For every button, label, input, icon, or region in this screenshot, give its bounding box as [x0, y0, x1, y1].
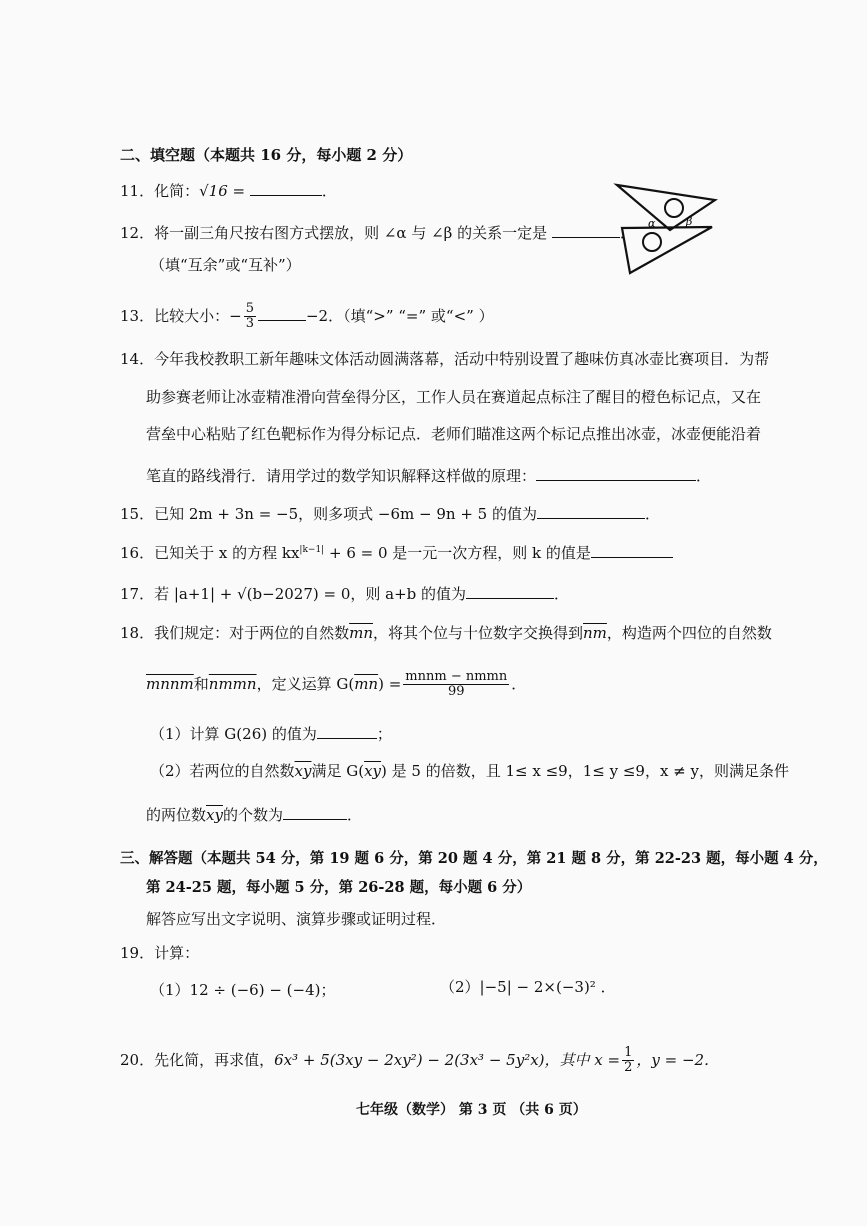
question-14-line-2: 助参赛老师让冰壶精准滑向营垒得分区，工作人员在赛道起点标注了醒目的橙色标记点，又在	[146, 388, 762, 406]
question-number: 16．	[120, 544, 155, 562]
question-19-part-1: （1）12 ÷ (−6) − (−4)；	[150, 981, 336, 999]
question-18-line-2: mnnm和nmmn，定义运算 $G(\overline{mn})$ = $\frac{\text{mnnm − nmmn}}{99}$ ．	[146, 669, 527, 700]
question-number: 19．	[120, 944, 155, 962]
question-18-part-2-end: 的两位数$\overline{xy}$的个数为 ．	[146, 806, 362, 824]
section-3-title: 三、解答题（本题共 54 分，第 19 题 6 分，第 20 题 4 分，第 21 题 8 分，第 22-23 题，每小题 4 分，	[120, 850, 828, 867]
fraction: $\frac{\text{mnnm − nmmn}}{99}$	[405, 669, 508, 700]
question-18-line-1: 18．我们规定：对于两位的自然数$\overline{mn}$，将其个位与十位数字交换得到$\overline{nm}$，构造两个四位的自然数	[120, 624, 772, 642]
answer-blank[interactable]	[466, 583, 554, 599]
question-number: 17．	[120, 585, 155, 603]
answer-blank[interactable]	[258, 305, 306, 321]
answer-blank[interactable]	[283, 804, 347, 820]
question-text: 计算：	[154, 944, 200, 962]
question-11: 11．化简：√16 = ．	[120, 182, 337, 200]
question-14-line-1: 14．今年我校教职工新年趣味文体活动圆满落幕，活动中特别设置了趣味仿真冰壶比赛项目．为帮	[120, 350, 770, 368]
question-text-after: −2．（填“>” “=” 或“<” ）	[305, 306, 494, 325]
question-20	[120, 1046, 719, 1076]
question-expression: 6x³ + 5(3xy − 2xy²) − 2(3x³ − 5y²x)，其中 x =	[274, 1050, 621, 1069]
question-text: 已知关于 x 的方程 kx	[154, 544, 300, 562]
answer-blank[interactable]	[250, 180, 322, 196]
upper-triangle-hole	[665, 199, 683, 217]
question-text: 将一副三角尺按右图方式摆放，则 ∠α 与 ∠β 的关系一定是	[154, 224, 548, 242]
answer-blank[interactable]	[317, 723, 377, 739]
fraction: $\frac{1}{2}$	[624, 1045, 633, 1076]
exponent: |k−1|	[299, 545, 325, 555]
answer-blank[interactable]	[536, 465, 696, 481]
answer-blank[interactable]	[591, 542, 673, 558]
question-number: 12．	[120, 224, 155, 242]
question-15: 15．已知 2m + 3n = −5，则多项式 −6m − 9n + 5 的值为 ．	[120, 505, 660, 523]
question-math: √16 =	[199, 182, 246, 200]
question-13: 13．比较大小：− $\frac{5}{3}$ −2．（填“>” “=” 或“<” ）	[120, 301, 494, 332]
question-19	[120, 946, 199, 961]
question-14-line-4: 笔直的路线滑行．请用学过的数学知识解释这样做的原理： ．	[146, 467, 712, 485]
question-18-part-1: （1）计算 G(26) 的值为 ；	[150, 725, 392, 743]
question-text-after: + 6 = 0 是一元一次方程，则 k 的值是	[324, 544, 591, 562]
question-number: 13．	[120, 306, 155, 325]
section-3-title-cont: 第 24-25 题，每小题 5 分，第 26-28 题，每小题 6 分）	[146, 879, 532, 896]
question-text: 若 |a+1| + √(b−2027) = 0，则 a+b 的值为	[154, 585, 467, 603]
question-19-part-2: （2）|−5| − 2×(−3)² ．	[440, 978, 616, 996]
question-text-after: ，y = −2．	[636, 1050, 720, 1069]
lower-triangle-hole	[643, 233, 661, 251]
question-18-part-2: （2）若两位的自然数$\overline{xy}$满足 $G(\overline{xy})$ 是 5 的倍数，且 1≤ x ≤9，1≤ y ≤9，x ≠ y，则满足条件	[150, 762, 789, 780]
answer-blank[interactable]	[537, 503, 645, 519]
alpha-label: α	[648, 217, 656, 230]
question-12: 12．将一副三角尺按右图方式摆放，则 ∠α 与 ∠β 的关系一定是 ．	[120, 224, 635, 242]
question-14-line-3: 营垒中心粘贴了红色靶标作为得分标记点．老师们瞄准这两个标记点推出冰壶，冰壶便能沿着	[146, 425, 762, 443]
section-3-instructions: 解答应写出文字说明、演算步骤或证明过程．	[146, 910, 447, 928]
question-number: 18．	[120, 624, 155, 642]
question-number: 14．	[120, 350, 155, 368]
question-number: 11．	[120, 182, 155, 200]
question-text: 已知 2m + 3n = −5，则多项式 −6m − 9n + 5 的值为	[154, 505, 537, 523]
page-footer: 七年级（数学） 第 3 页 （共 6 页）	[356, 1102, 587, 1118]
beta-label: β	[686, 215, 693, 228]
set-square-figure	[612, 180, 722, 275]
question-text: 化简：	[154, 182, 200, 200]
question-text: 比较大小：	[154, 306, 230, 325]
section-2-title: 二、填空题（本题共 16 分，每小题 2 分）	[120, 146, 413, 164]
question-number: 20．	[120, 1050, 155, 1069]
lower-triangle	[622, 227, 712, 273]
answer-blank[interactable]	[552, 222, 620, 238]
question-12-hint: （填“互余”或“互补”）	[150, 256, 301, 274]
question-16	[120, 542, 673, 561]
question-number: 15．	[120, 505, 155, 523]
fraction: $\frac{5}{3}$	[245, 301, 254, 332]
question-text: 先化简，再求值，	[154, 1050, 275, 1069]
question-17: 17．若 |a+1| + √(b−2027) = 0，则 a+b 的值为 ．	[120, 585, 570, 603]
